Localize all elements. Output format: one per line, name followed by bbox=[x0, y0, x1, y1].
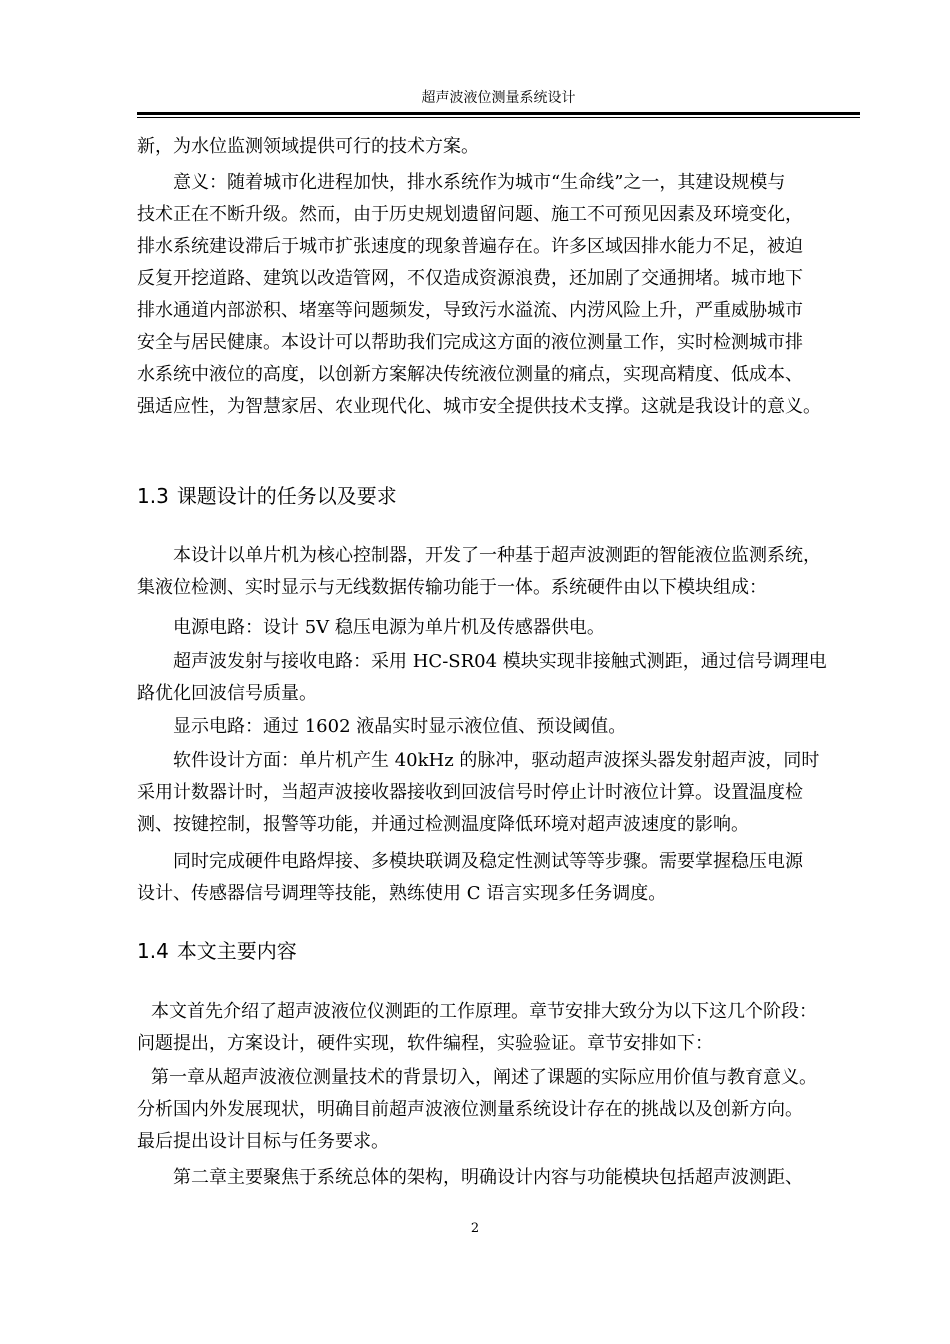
text-line: 反复开挖道路、建筑以改造管网，不仅造成资源浪费，还加剧了交通拥堵。城市地下 bbox=[137, 268, 803, 289]
section-heading-1-3 bbox=[137, 482, 860, 510]
text-line: 显示电路：通过 1602 液晶实时显示液位值、预设阈值。 bbox=[173, 716, 627, 737]
text-line: 水系统中液位的高度，以创新方案解决传统液位测量的痛点，实现高精度、低成本、 bbox=[137, 364, 803, 385]
text-line: 排水系统建设滞后于城市扩张速度的现象普遍存在。许多区域因排水能力不足，被迫 bbox=[137, 236, 803, 257]
paragraph-continuation bbox=[137, 131, 860, 163]
text-line: 新，为水位监测领域提供可行的技术方案。 bbox=[137, 136, 479, 157]
text-line: 最后提出设计目标与任务要求。 bbox=[137, 1131, 389, 1152]
text-line: 第二章主要聚焦于系统总体的架构，明确设计内容与功能模块包括超声波测距、 bbox=[173, 1167, 803, 1188]
text-line: 路优化回波信号质量。 bbox=[137, 683, 317, 704]
text-line: 测、按键控制，报警等功能，并通过检测温度降低环境对超声波速度的影响。 bbox=[137, 814, 749, 835]
text-line: 本文首先介绍了超声波液位仪测距的工作原理。章节安排大致分为以下这几个阶段： bbox=[151, 1001, 817, 1022]
header-rule-thick bbox=[137, 112, 860, 115]
paragraph-software-design bbox=[137, 745, 860, 841]
text-line: 设计、传感器信号调理等技能，熟练使用 C 语言实现多任务调度。 bbox=[137, 883, 667, 904]
text-line: 超声波发射与接收电路：采用 HC-SR04 模块实现非接触式测距，通过信号调理电 bbox=[173, 651, 827, 672]
text-line: 同时完成硬件电路焊接、多模块联调及稳定性测试等等步骤。需要掌握稳压电源 bbox=[173, 851, 803, 872]
text-line: 集液位检测、实时显示与无线数据传输功能于一体。系统硬件由以下模块组成： bbox=[137, 577, 767, 598]
text-line: 软件设计方面：单片机产生 40kHz 的脉冲，驱动超声波探头器发射超声波，同时 bbox=[173, 750, 820, 771]
text-line: 电源电路：设计 5V 稳压电源为单片机及传感器供电。 bbox=[173, 617, 605, 638]
running-header: 超声波液位测量系统设计 bbox=[421, 90, 576, 106]
section-title: 课题设计的任务以及要求 bbox=[176, 484, 397, 508]
paragraph-display-circuit bbox=[137, 711, 860, 743]
section-title: 本文主要内容 bbox=[176, 939, 297, 963]
text-line: 问题提出，方案设计，硬件实现，软件编程，实验验证。章节安排如下： bbox=[137, 1033, 713, 1054]
text-line: 采用计数器计时，当超声波接收器接收到回波信号时停止计时液位计算。设置温度检 bbox=[137, 782, 803, 803]
text-line: 意义：随着城市化进程加快，排水系统作为城市“生命线”之一，其建设规模与 bbox=[173, 172, 786, 193]
paragraph-task-intro bbox=[137, 540, 860, 604]
text-line: 排水通道内部淤积、堵塞等问题频发，导致污水溢流、内涝风险上升，严重威胁城市 bbox=[137, 300, 803, 321]
text-line: 强适应性，为智慧家居、农业现代化、城市安全提供技术支撑。这就是我设计的意义。 bbox=[137, 396, 821, 417]
paragraph-content-intro bbox=[137, 996, 860, 1060]
text-line: 分析国内外发展现状，明确目前超声波液位测量系统设计存在的挑战以及创新方向。 bbox=[137, 1099, 803, 1120]
text-line: 安全与居民健康。本设计可以帮助我们完成这方面的液位测量工作，实时检测城市排 bbox=[137, 332, 803, 353]
section-number: 1.3 bbox=[137, 484, 169, 508]
paragraph-integration bbox=[137, 846, 860, 910]
text-line: 技术正在不断升级。然而，由于历史规划遗留问题、施工不可预见因素及环境变化， bbox=[137, 204, 803, 225]
header-rule-thin bbox=[137, 117, 860, 118]
page-number: 2 bbox=[470, 1221, 480, 1236]
section-number: 1.4 bbox=[137, 939, 169, 963]
text-line: 第一章从超声波液位测量技术的背景切入，阐述了课题的实际应用价值与教育意义。 bbox=[151, 1067, 817, 1088]
paragraph-power-circuit bbox=[137, 612, 860, 644]
paragraph-significance bbox=[137, 167, 860, 423]
text-line: 本设计以单片机为核心控制器，开发了一种基于超声波测距的智能液位监测系统， bbox=[173, 545, 821, 566]
section-heading-1-4 bbox=[137, 937, 860, 965]
paragraph-chapter-two bbox=[137, 1162, 860, 1194]
paragraph-chapter-one bbox=[137, 1062, 860, 1158]
paragraph-ultrasonic-circuit bbox=[137, 646, 860, 710]
